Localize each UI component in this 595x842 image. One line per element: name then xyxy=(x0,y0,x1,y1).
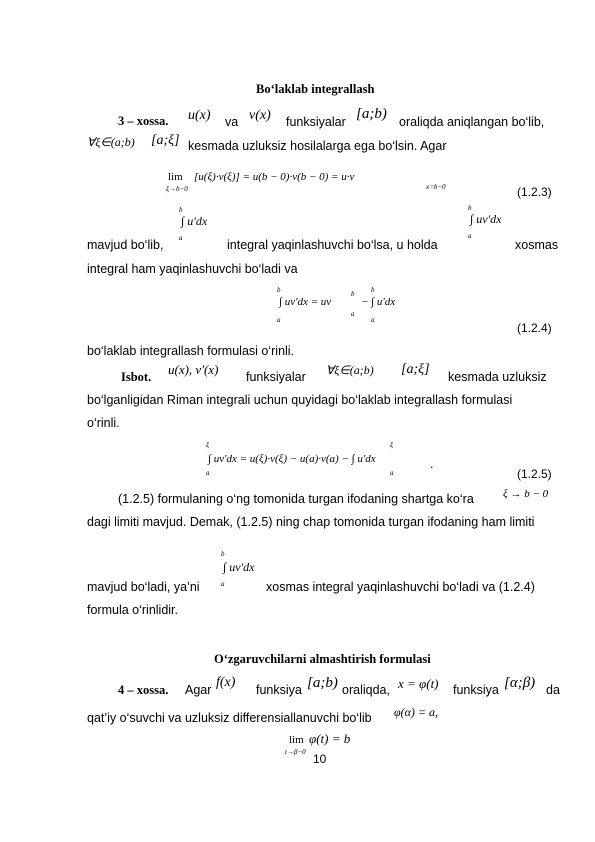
paragraph-mavjud xyxy=(87,200,557,250)
integral-lower-limit: a xyxy=(221,580,225,588)
text-line: o‘rinli. xyxy=(87,416,120,430)
integral-uv-prime: ∫ uv'dx xyxy=(223,560,255,574)
word-funksiya-2: funksiya xyxy=(453,683,499,697)
page-number: 10 xyxy=(313,752,327,766)
equation-rhs: − ∫ u'dx xyxy=(361,296,396,308)
limit-operator: lim xyxy=(289,734,304,746)
word-funksiyalar: funksiyalar xyxy=(286,115,346,129)
equation-body: ∫ uv'dx = u(ξ)·v(ξ) − u(a)·v(a) − ∫ u'dx xyxy=(208,453,376,465)
equation-body: [u(ξ)·v(ξ)] = u(b − 0)·v(b − 0) = u·v xyxy=(194,171,355,183)
limit-subscript: t→β−0 xyxy=(285,748,306,756)
text-mavjud-boladi: mavjud bo‘ladi, ya’ni xyxy=(87,580,200,594)
interval-ab: [a;b) xyxy=(307,675,338,691)
upper-limit: b xyxy=(277,286,281,294)
text-middle: integral yaqinlashuvchi bo‘lsa, u holda xyxy=(227,238,438,252)
property-4-line-2 xyxy=(87,705,557,727)
function-v: v(x) xyxy=(249,108,271,123)
line-tail: oraliqda aniqlangan bo‘lib, xyxy=(399,115,545,129)
proof-line-1 xyxy=(118,362,558,386)
text-xosmas: xosmas xyxy=(515,238,559,252)
proof-label: Isbot. xyxy=(121,370,152,384)
forall-xi: ∀ξ∈(a;b) xyxy=(326,363,374,377)
phi-alpha-equals-a: φ(α) = a, xyxy=(394,705,439,719)
evaluation-subscript: x=b−0 xyxy=(426,183,446,191)
line-text: kesmada uzluksiz hosilalarga ega bo‘lsin. Agar xyxy=(188,139,447,153)
property-4-line-1 xyxy=(118,677,558,701)
rhs-lower-limit: a xyxy=(371,316,375,324)
word-oraliqda: oraliqda, xyxy=(342,683,390,697)
limit-subscript: ξ→b−0 xyxy=(166,185,188,193)
text-line: integral ham yaqinlashuvchi bo‘ladi va xyxy=(87,262,298,276)
rhs-upper-limit: b xyxy=(371,286,375,294)
limit-body: φ(t) = b xyxy=(309,731,351,746)
integral-lower-limit: a xyxy=(179,234,183,242)
word-agar: Agar xyxy=(185,683,212,697)
equation-number: (1.2.3) xyxy=(517,185,552,199)
text-line: (1.2.5) formulaning o‘ng tomonida turgan ifodaning shartga ko‘ra xyxy=(118,492,474,506)
equation-1-2-4 xyxy=(275,286,425,330)
text-line: formula o‘rinlidir. xyxy=(87,603,179,617)
substitution-x-phi: x = φ(t) xyxy=(398,676,439,691)
text-kesmada: kesmada uzluksiz xyxy=(448,370,547,384)
upper-limit: ξ xyxy=(206,441,209,449)
integral2-lower-limit: a xyxy=(468,232,472,240)
property-label: 4 – xossa. xyxy=(118,683,169,697)
word-da: da xyxy=(546,683,560,697)
limit-xi-to-b: ξ → b − 0 xyxy=(503,488,549,500)
integral2-upper-limit: b xyxy=(468,204,472,212)
limit-operator: lim xyxy=(168,171,183,183)
section-heading: O‘zgaruvchilarni almashtirish formulasi xyxy=(214,652,431,666)
word-funksiya: funksiya xyxy=(256,683,302,697)
lower-limit-2: a xyxy=(390,469,394,477)
lower-limit: a xyxy=(206,469,210,477)
equation-number: (1.2.5) xyxy=(517,467,552,481)
text-line: qat’iy o‘suvchi va uzluksiz differensiallanuvchi bo‘lib xyxy=(87,711,372,725)
equation-1-2-3 xyxy=(168,165,558,197)
conjunction-va: va xyxy=(225,115,239,129)
interval-alpha-beta: [α;β) xyxy=(504,675,536,691)
upper-limit-2: ξ xyxy=(390,441,393,449)
paragraph-line-3 xyxy=(87,550,557,602)
bar-upper: b xyxy=(351,290,355,298)
functions-u-vprime: u(x), v'(x) xyxy=(168,362,219,377)
limit-phi-equals-b xyxy=(285,730,375,756)
section-heading: Bo‘laklab integrallash xyxy=(256,82,375,96)
text-xosmas-integral: xosmas integral yaqinlashuvchi bo‘ladi va (1.2.4) xyxy=(266,580,535,594)
property-label: 3 – xossa. xyxy=(118,114,169,128)
interval-ab: [a;b) xyxy=(356,106,387,122)
equation-lhs: ∫ uv'dx = uv xyxy=(279,296,332,308)
lower-limit: a xyxy=(277,316,281,324)
function-f: f(x) xyxy=(216,675,236,690)
text-line: bo‘lganligidan Riman integrali uchun quyidagi bo‘laklab integrallash formulasi xyxy=(87,393,513,407)
equation-number: (1.2.4) xyxy=(517,321,552,335)
equation-period: . xyxy=(430,457,434,471)
integral-upper-limit: b xyxy=(179,206,183,214)
integral-upper-limit: b xyxy=(221,550,225,558)
word-funksiyalar: funksiyalar xyxy=(246,370,306,384)
forall-xi: ∀ξ∈(a;b) xyxy=(87,135,135,149)
function-u: u(x) xyxy=(188,108,211,123)
segment-a-xi: [a;ξ] xyxy=(401,362,430,377)
integral-uv-prime: ∫ uv'dx xyxy=(470,212,502,226)
property-3-line-1 xyxy=(118,106,558,132)
text-mavjud: mavjud bo‘lib, xyxy=(87,238,164,252)
text-line: dagi limiti mavjud. Demak, (1.2.5) ning chap tomonida turgan ifodaning ham limiti xyxy=(87,515,535,529)
equation-1-2-5 xyxy=(204,441,444,481)
integral-u-prime: ∫ u'dx xyxy=(181,214,208,228)
bar-lower: a xyxy=(351,310,355,318)
property-3-line-2 xyxy=(87,134,557,156)
segment-a-xi: [a;ξ] xyxy=(151,133,180,148)
text-line: bo‘laklab integrallash formulasi o‘rinli. xyxy=(87,344,295,358)
